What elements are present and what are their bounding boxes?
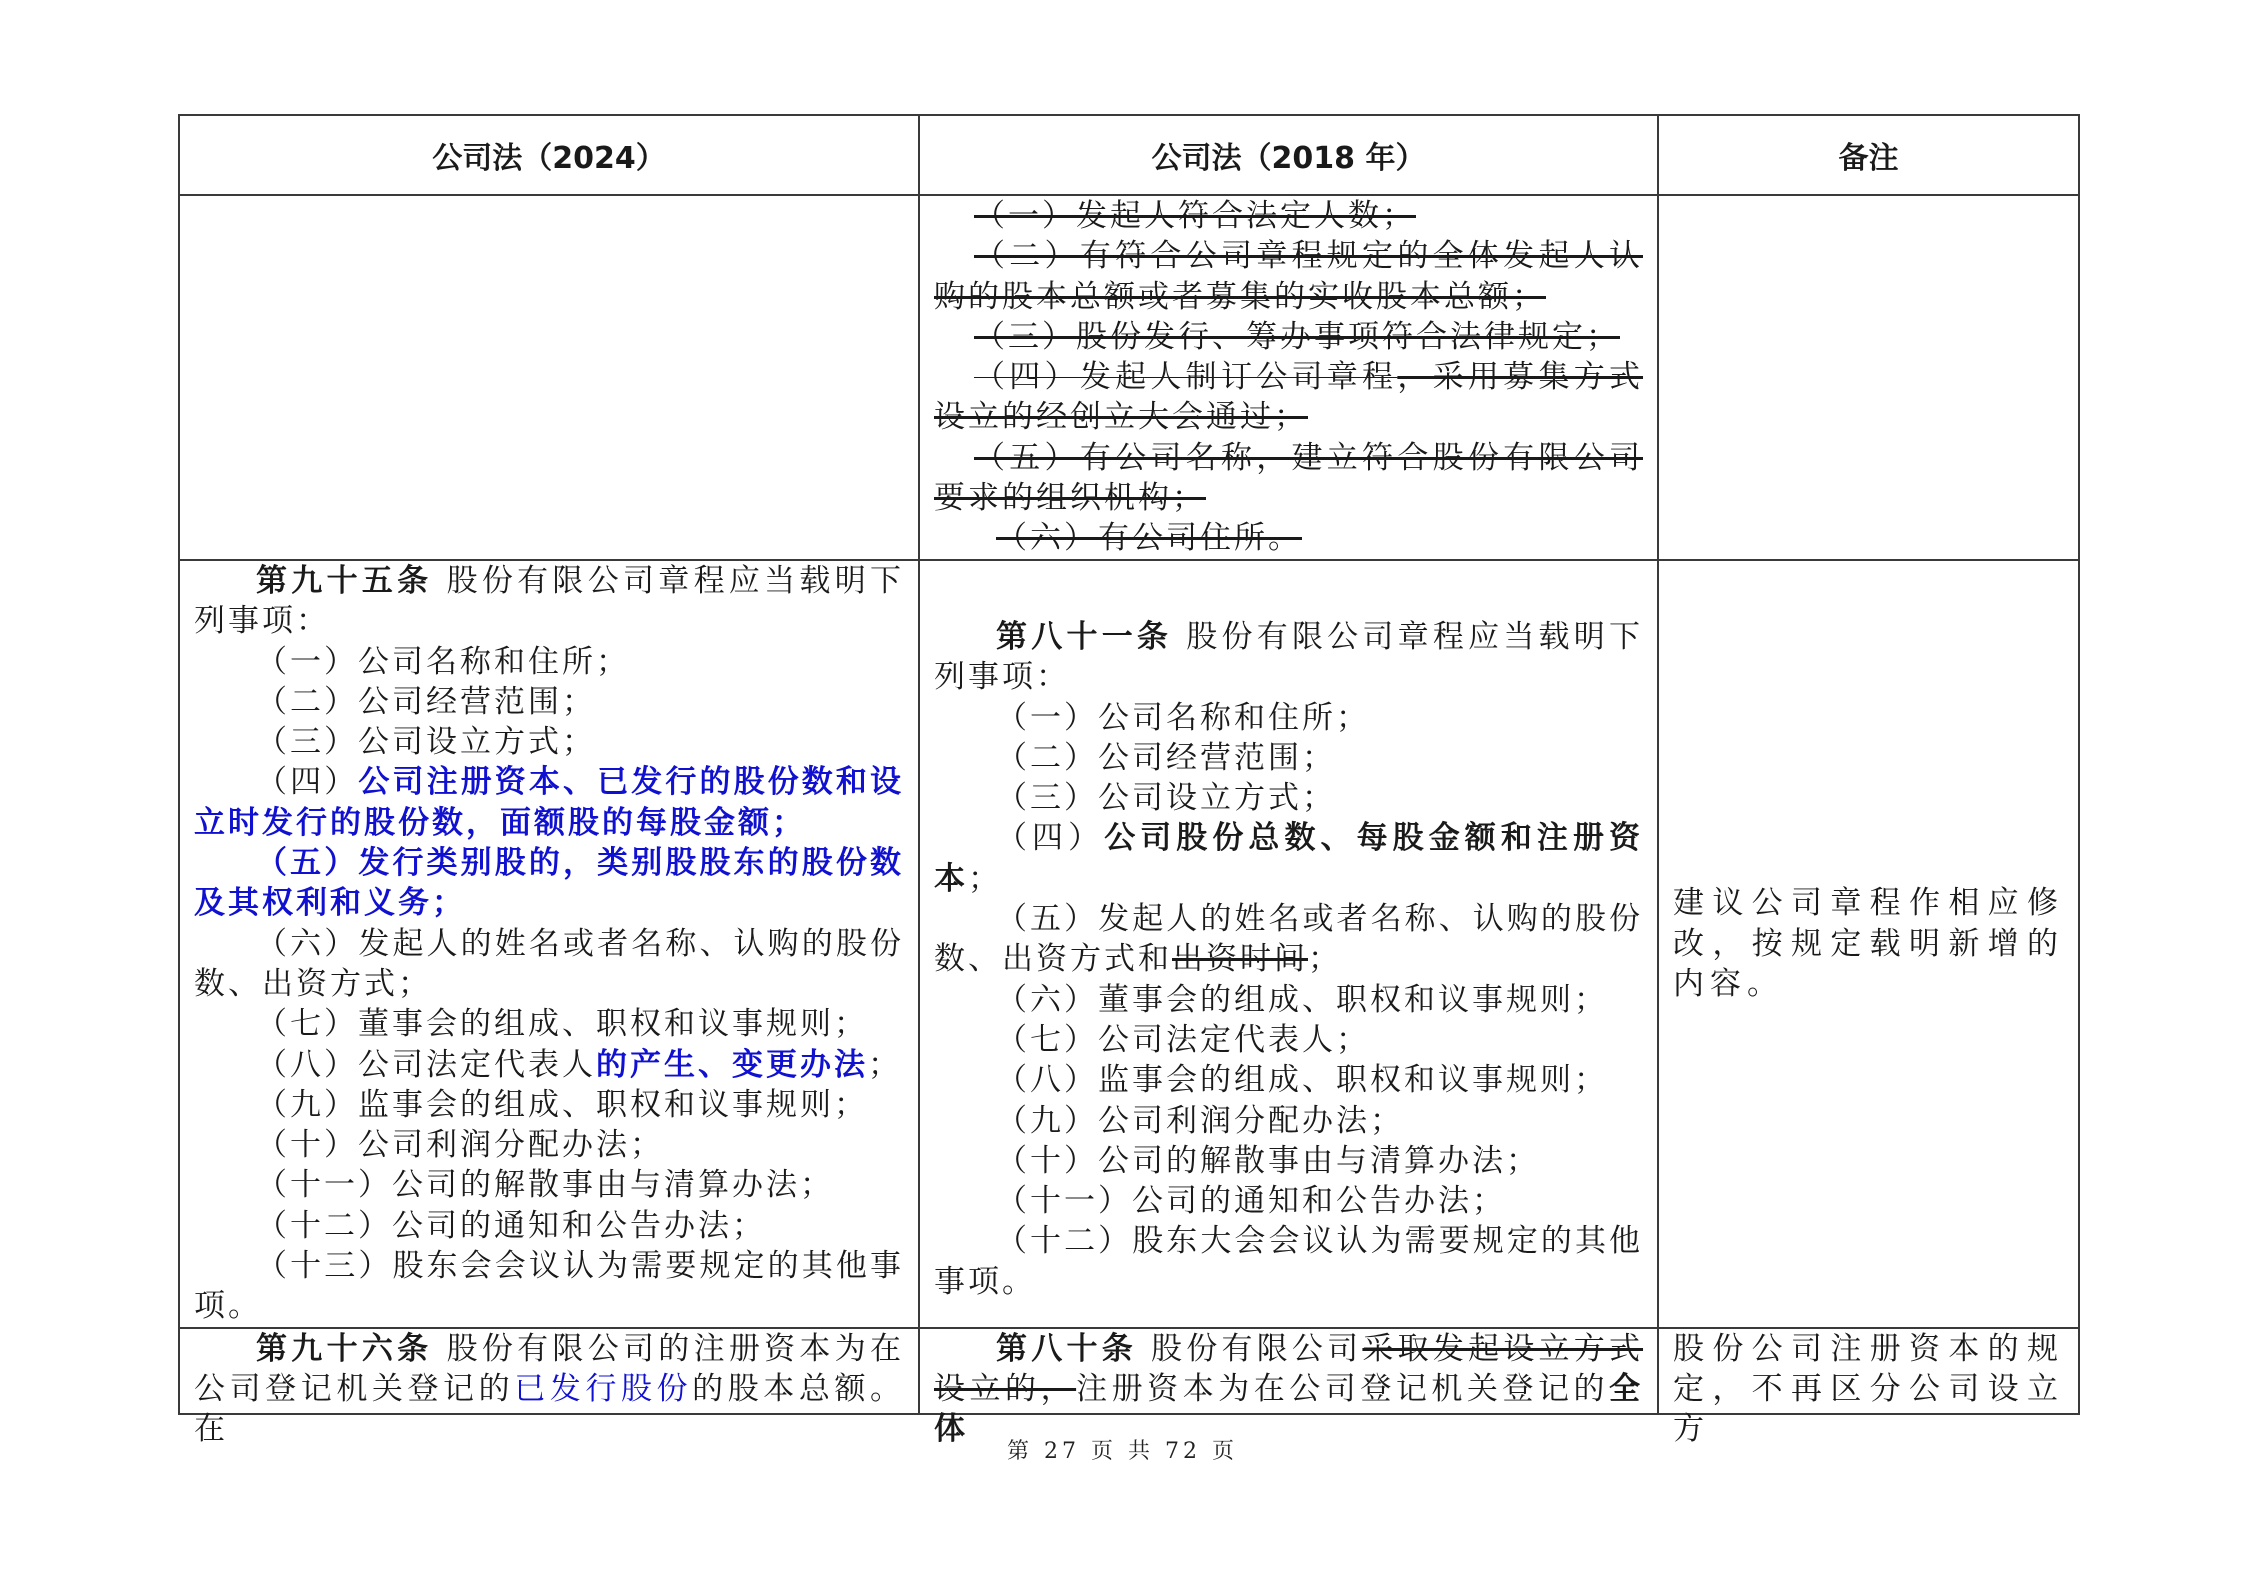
cell-note bbox=[1658, 1328, 2079, 1448]
cell-new bbox=[179, 195, 919, 560]
clause: （八）监事会的组成、职权和议事规则； bbox=[996, 1062, 1608, 1099]
total-pages: 72 bbox=[1165, 1439, 1201, 1464]
header-2018: 公司法（2018 年） bbox=[919, 115, 1658, 195]
clause: （二）公司经营范围； bbox=[256, 683, 596, 720]
cell-old bbox=[919, 1328, 1658, 1448]
header-notes: 备注 bbox=[1658, 115, 2079, 195]
article-heading: 第九十六条 股份有限公司的注册资本为在公司登记机关登记的已发行股份的股本总额。在 bbox=[194, 1330, 905, 1448]
table-row bbox=[179, 195, 2079, 560]
clause: （三）公司设立方式； bbox=[256, 724, 596, 761]
clause: （五）发起人的姓名或者名称、认购的股份数、出资方式和出资时间； bbox=[934, 901, 1643, 978]
page-number: 27 bbox=[1044, 1439, 1080, 1464]
clause: （四）公司注册资本、已发行的股份数和设立时发行的股份数，面额股的每股金额； bbox=[194, 764, 905, 841]
note-text: 建议公司章程作相应修改，按规定载明新增的内容。 bbox=[1673, 885, 2064, 1002]
old-clause: （一）发起人符合法定人数； bbox=[974, 198, 1416, 234]
header-row bbox=[179, 115, 2079, 195]
cell-note bbox=[1658, 560, 2079, 1328]
footer-prefix: 第 bbox=[1006, 1439, 1033, 1464]
clause: （七）公司法定代表人； bbox=[996, 1021, 1370, 1058]
clause: （十二）股东大会会议认为需要规定的其他事项。 bbox=[934, 1223, 1643, 1300]
clause: （十一）公司的解散事由与清算办法； bbox=[256, 1167, 834, 1204]
clause: （一）公司名称和住所； bbox=[256, 643, 630, 680]
old-clause: （四）发起人制订公司章程，采用募集方式设立的经创立大会通过； bbox=[934, 359, 1644, 436]
table-row bbox=[179, 560, 2079, 1328]
footer-middle: 页 共 bbox=[1091, 1439, 1154, 1464]
header-2024: 公司法（2024） bbox=[179, 115, 919, 195]
clause: （六）发起人的姓名或者名称、认购的股份数、出资方式； bbox=[194, 925, 904, 1002]
cell-note bbox=[1658, 195, 2079, 560]
clause: （六）董事会的组成、职权和议事规则； bbox=[996, 981, 1608, 1018]
clause: （十一）公司的通知和公告办法； bbox=[996, 1183, 1506, 1220]
article-heading: 第八十一条 股份有限公司章程应当载明下列事项： bbox=[934, 619, 1644, 696]
old-clause: （二）有符合公司章程规定的全体发起人认购的股本总额或者募集的实收股本总额； bbox=[934, 238, 1643, 315]
page-footer bbox=[0, 1434, 2245, 1465]
clause: （五）发行类别股的，类别股股东的股份数及其权利和义务； bbox=[194, 845, 904, 922]
clause: （二）公司经营范围； bbox=[996, 739, 1336, 776]
old-clause: （三）股份发行、筹办事项符合法律规定； bbox=[974, 318, 1620, 355]
clause: （四）公司股份总数、每股金额和注册资本； bbox=[934, 820, 1644, 897]
old-clause: （六）有公司住所。 bbox=[996, 520, 1302, 557]
article-heading: 第九十五条 股份有限公司章程应当载明下列事项： bbox=[194, 563, 905, 640]
clause: （十二）公司的通知和公告办法； bbox=[256, 1207, 766, 1244]
cell-old bbox=[919, 560, 1658, 1328]
note-text: 股份公司注册资本的规定，不再区分公司设立方 bbox=[1673, 1330, 2064, 1448]
clause: （七）董事会的组成、职权和议事规则； bbox=[256, 1006, 868, 1043]
clause: （十）公司的解散事由与清算办法； bbox=[996, 1142, 1540, 1179]
comparison-table bbox=[178, 114, 2080, 1448]
clause: （十三）股东会会议认为需要规定的其他事项。 bbox=[194, 1248, 904, 1325]
cell-new bbox=[179, 1328, 919, 1448]
article-heading: 第八十条 股份有限公司采取发起设立方式设立的，注册资本为在公司登记机关登记的全体 bbox=[934, 1330, 1644, 1448]
table-row bbox=[179, 1328, 2079, 1414]
footer-suffix: 页 bbox=[1212, 1439, 1239, 1464]
cell-old bbox=[919, 195, 1658, 560]
clause: （九）监事会的组成、职权和议事规则； bbox=[256, 1086, 868, 1123]
clause: （三）公司设立方式； bbox=[996, 780, 1336, 817]
clause: （九）公司利润分配办法； bbox=[996, 1102, 1404, 1139]
clause: （十）公司利润分配办法； bbox=[256, 1127, 664, 1164]
old-clause: （五）有公司名称，建立符合股份有限公司要求的组织机构； bbox=[934, 439, 1643, 517]
cell-new bbox=[179, 560, 919, 1328]
clause: （八）公司法定代表人的产生、变更办法； bbox=[256, 1046, 902, 1083]
clause: （一）公司名称和住所； bbox=[996, 699, 1370, 736]
